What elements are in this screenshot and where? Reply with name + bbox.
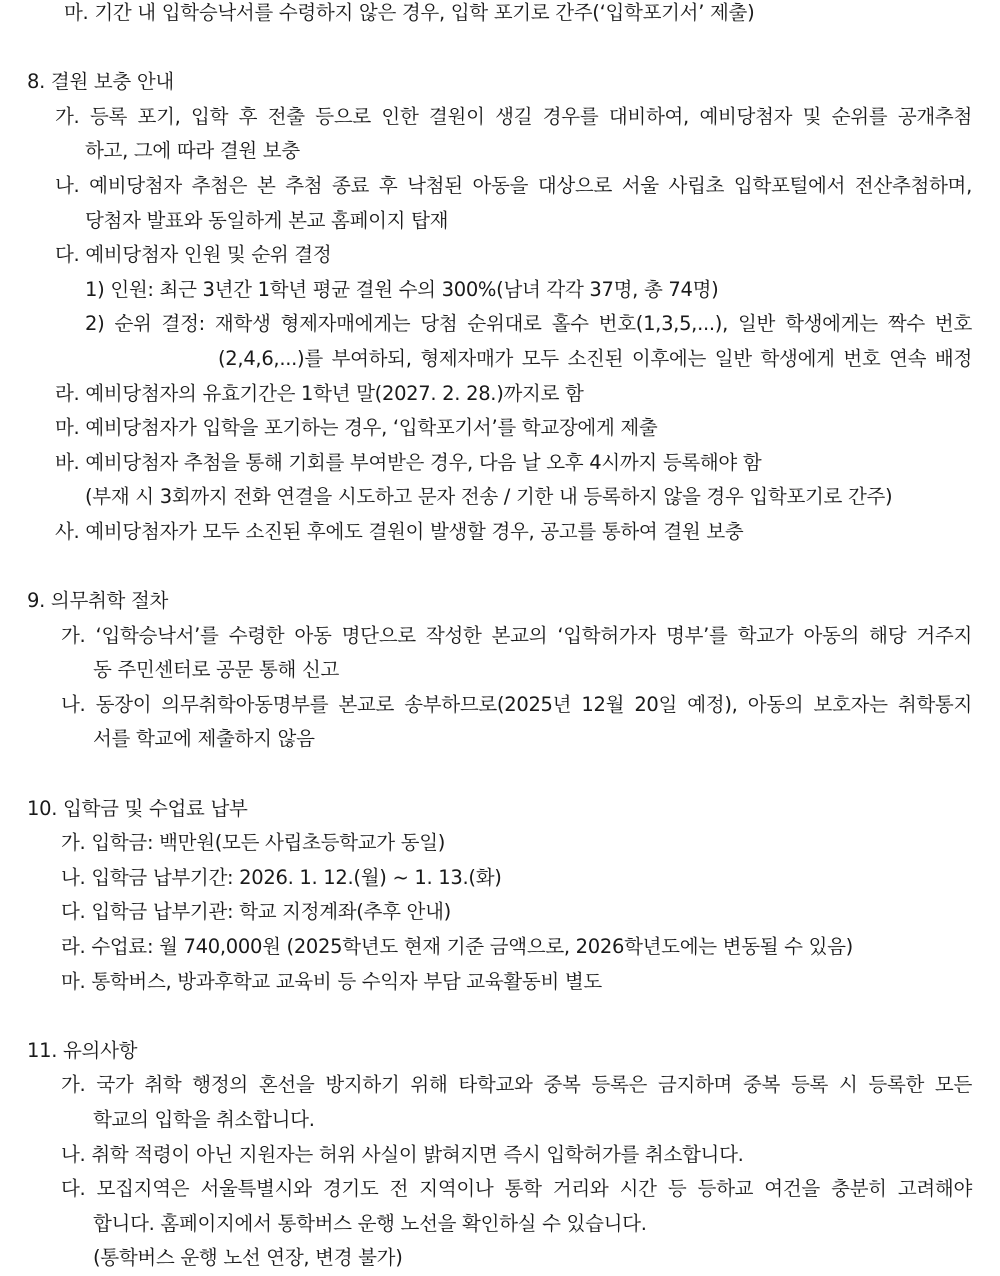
section-10-item-da: 다. 입학금 납부기관: 학교 지정계좌(추후 안내) bbox=[61, 900, 451, 924]
section-8-item-da: 다. 예비당첨자 인원 및 순위 결정 bbox=[55, 243, 332, 267]
spacer bbox=[0, 550, 1000, 585]
section-11-item-ga-cont: 학교의 입학을 취소합니다. bbox=[93, 1108, 315, 1131]
spacer bbox=[0, 757, 1000, 792]
section-9-item-na-cont: 서를 학교에 제출하지 않음 bbox=[93, 727, 315, 751]
section-8-item-ma: 마. 예비당첨자가 입학을 포기하는 경우, ‘입학포기서’를 학교장에게 제출 bbox=[55, 416, 658, 440]
section-9-item-na: 나. 동장이 의무취학아동명부를 본교로 송부하므로(2025년 12월 20일 예정), 아동의 보호자는 취학통지 bbox=[61, 692, 972, 716]
section-11-item-da-note: (통학버스 운행 노선 연장, 변경 불가) bbox=[93, 1246, 403, 1270]
section-8-sub-2: 2) 순위 결정: 재학생 형제자매에게는 당첨 순위대로 홀수 번호(1,3,5,...), 일반 학생에게는 짝수 번호 bbox=[85, 312, 972, 336]
section-9-item-ga: 가. ‘입학승낙서’를 수령한 아동 명단으로 작성한 본교의 ‘입학허가자 명부’를 학교가 아동의 해당 거주지 bbox=[61, 623, 972, 647]
section-11-heading: 11. 유의사항 bbox=[27, 1038, 138, 1062]
section-10-item-ra: 라. 수업료: 월 740,000원 (2025학년도 현재 기준 금액으로, 2026학년도에는 변동될 수 있음) bbox=[61, 935, 853, 959]
section-8-item-ga: 가. 등록 포기, 입학 후 전출 등으로 인한 결원이 생길 경우를 대비하여, 예비당첨자 및 순위를 공개추첨 bbox=[55, 104, 972, 128]
section-8-item-ra: 라. 예비당첨자의 유효기간은 1학년 말(2027. 2. 28.)까지로 함 bbox=[55, 381, 584, 405]
section-10-heading: 10. 입학금 및 수업료 납부 bbox=[27, 796, 248, 820]
spacer bbox=[0, 999, 1000, 1034]
section-8-item-ga-cont: 하고, 그에 따라 결원 보충 bbox=[85, 139, 300, 163]
section-10-item-na: 나. 입학금 납부기간: 2026. 1. 12.(월) ~ 1. 13.(화) bbox=[61, 865, 502, 889]
section-10-item-ma: 마. 통학버스, 방과후학교 교육비 등 수익자 부담 교육활동비 별도 bbox=[61, 969, 602, 993]
section-11-item-na: 나. 취학 적령이 아닌 지원자는 허위 사실이 밝혀지면 즉시 입학허가를 취소합니다. bbox=[61, 1142, 744, 1166]
section-11-item-da: 다. 모집지역은 서울특별시와 경기도 전 지역이나 통학 거리와 시간 등 등하교 여건을 충분히 고려해야 bbox=[61, 1177, 972, 1201]
section-9-item-ga-cont: 동 주민센터로 공문 통해 신고 bbox=[93, 658, 340, 682]
section-8-item-ba-cont: (부재 시 3회까지 전화 연결을 시도하고 문자 전송 / 기한 내 등록하지 않을 경우 입학포기로 간주) bbox=[85, 485, 893, 509]
section-11-item-da-cont: 합니다. 홈페이지에서 통학버스 운행 노선을 확인하실 수 있습니다. bbox=[93, 1211, 647, 1235]
spacer bbox=[0, 31, 1000, 66]
section-8-heading: 8. 결원 보충 안내 bbox=[27, 70, 174, 94]
section-11-item-ga: 가. 국가 취학 행정의 혼선을 방지하기 위해 타학교와 중복 등록은 금지하며 중복 등록 시 등록한 모든 bbox=[61, 1073, 972, 1097]
section-8-item-ba: 바. 예비당첨자 추첨을 통해 기회를 부여받은 경우, 다음 날 오후 4시까지 등록해야 함 bbox=[55, 450, 762, 474]
section-8-item-sa: 사. 예비당첨자가 모두 소진된 후에도 결원이 발생할 경우, 공고를 통하여 결원 보충 bbox=[55, 519, 744, 543]
item-ma-entry-refusal: 마. 기간 내 입학승낙서를 수령하지 않은 경우, 입학 포기로 간주(‘입학포기서’ 제출) bbox=[64, 1, 755, 24]
section-9-heading: 9. 의무취학 절차 bbox=[27, 589, 169, 613]
section-8-sub-2-cont: (2,4,6,...)를 부여하되, 형제자매가 모두 소진된 이후에는 일반 학생에게 번호 연속 배정 bbox=[218, 346, 972, 370]
section-10-item-ga: 가. 입학금: 백만원(모든 사립초등학교가 동일) bbox=[61, 831, 446, 855]
section-8-item-na-cont: 당첨자 발표와 동일하게 본교 홈페이지 탑재 bbox=[85, 208, 449, 232]
section-8-sub-1: 1) 인원: 최근 3년간 1학년 평균 결원 수의 300%(남녀 각각 37명, 총 74명) bbox=[85, 277, 719, 301]
section-8-item-na: 나. 예비당첨자 추첨은 본 추첨 종료 후 낙첨된 아동을 대상으로 서울 사립초 입학포털에서 전산추첨하며, bbox=[55, 173, 972, 197]
